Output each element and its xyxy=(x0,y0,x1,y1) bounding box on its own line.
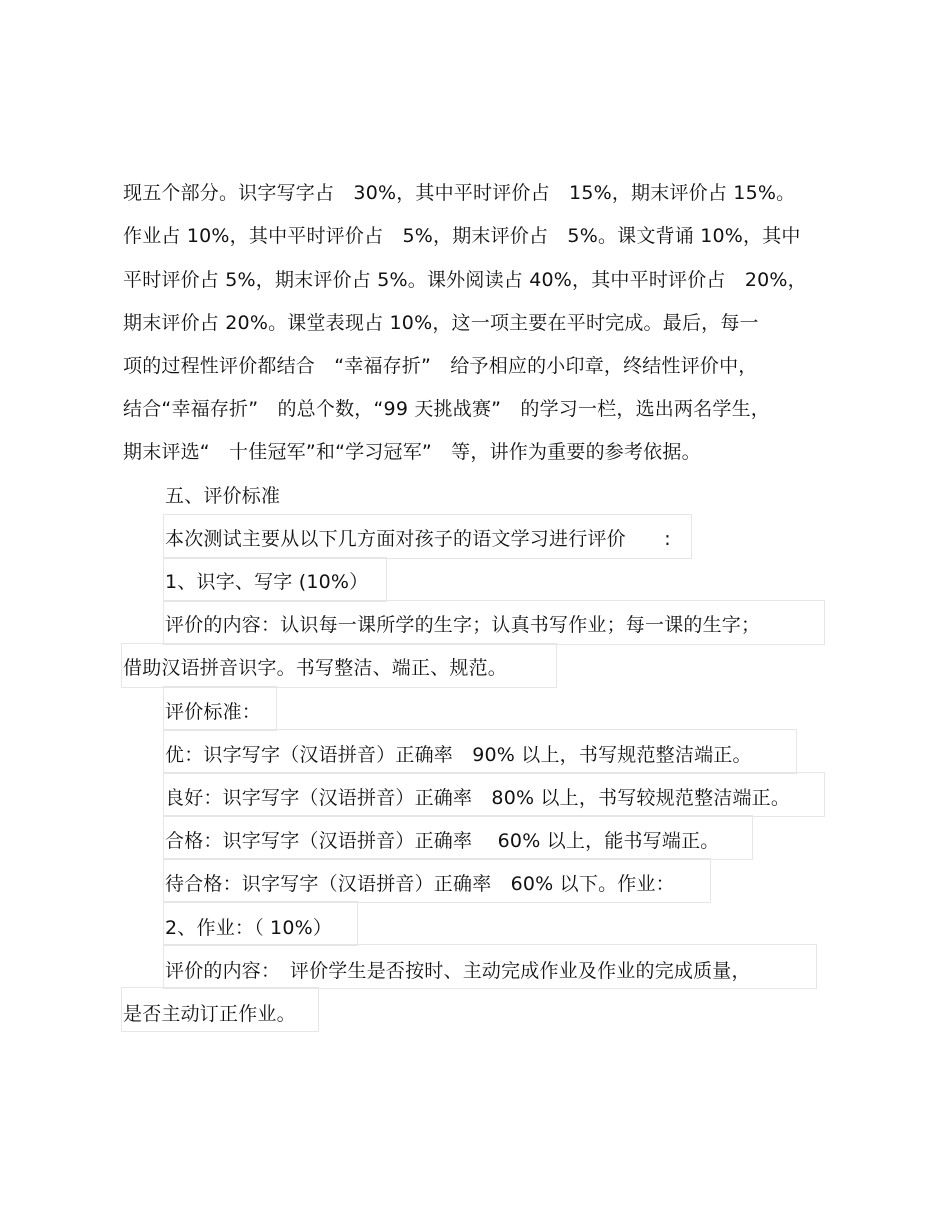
paragraph-line: 期末评选“ 十佳冠军”和“学习冠军” 等，讲作为重要的参考依据。 xyxy=(123,441,701,463)
criteria-pass: 合格：识字写字（汉语拼音）正确率 60% 以上，能书写端正。 xyxy=(165,830,720,852)
paragraph-line: 平时评价占 5%，期末评价占 5%。课外阅读占 40%，其中平时评价占 20%， xyxy=(123,269,807,291)
paragraph-line: 评价标准： xyxy=(165,701,262,723)
criteria-good: 良好：识字写字（汉语拼音）正确率 80% 以上，书写较规范整洁端正。 xyxy=(165,787,791,809)
paragraph-line: 结合“幸福存折” 的总个数，“99 天挑战赛” 的学习一栏，选出两名学生， xyxy=(123,398,770,420)
criteria-excellent: 优：识字写字（汉语拼音）正确率 90% 以上，书写规范整洁端正。 xyxy=(165,744,752,766)
subsection-heading: 2、作业：（ 10%） xyxy=(165,917,333,939)
criteria-fail: 待合格：识字写字（汉语拼音）正确率 60% 以下。作业： xyxy=(165,873,675,895)
paragraph-line: 评价的内容：认识每一课所学的生字；认真书写作业；每一课的生字； xyxy=(165,614,761,636)
paragraph-line: 是否主动订正作业。 xyxy=(123,1003,296,1025)
subsection-heading: 1、识字、写字 (10%） xyxy=(165,571,369,593)
paragraph-line: 评价的内容： 评价学生是否按时、主动完成作业及作业的完成质量， xyxy=(165,960,751,982)
section-heading: 五、评价标准 xyxy=(165,485,281,507)
paragraph-line: 本次测试主要从以下几方面对孩子的语文学习进行评价 : xyxy=(165,528,671,550)
paragraph-line: 现五个部分。识字写字占 30%，其中平时评价占 15%，期末评价占 15%。 xyxy=(123,182,796,204)
paragraph-line: 期末评价占 20%。课堂表现占 10%，这一项主要在平时完成。最后，每一 xyxy=(123,312,759,334)
paragraph-line: 作业占 10%，其中平时评价占 5%，期末评价占 5%。课文背诵 10%，其中 xyxy=(123,225,801,247)
paragraph-line: 借助汉语拼音识字。书写整洁、端正、规范。 xyxy=(123,657,508,679)
paragraph-line: 项的过程性评价都结合 “幸福存折” 给予相应的小印章，终结性评价中， xyxy=(123,355,758,377)
